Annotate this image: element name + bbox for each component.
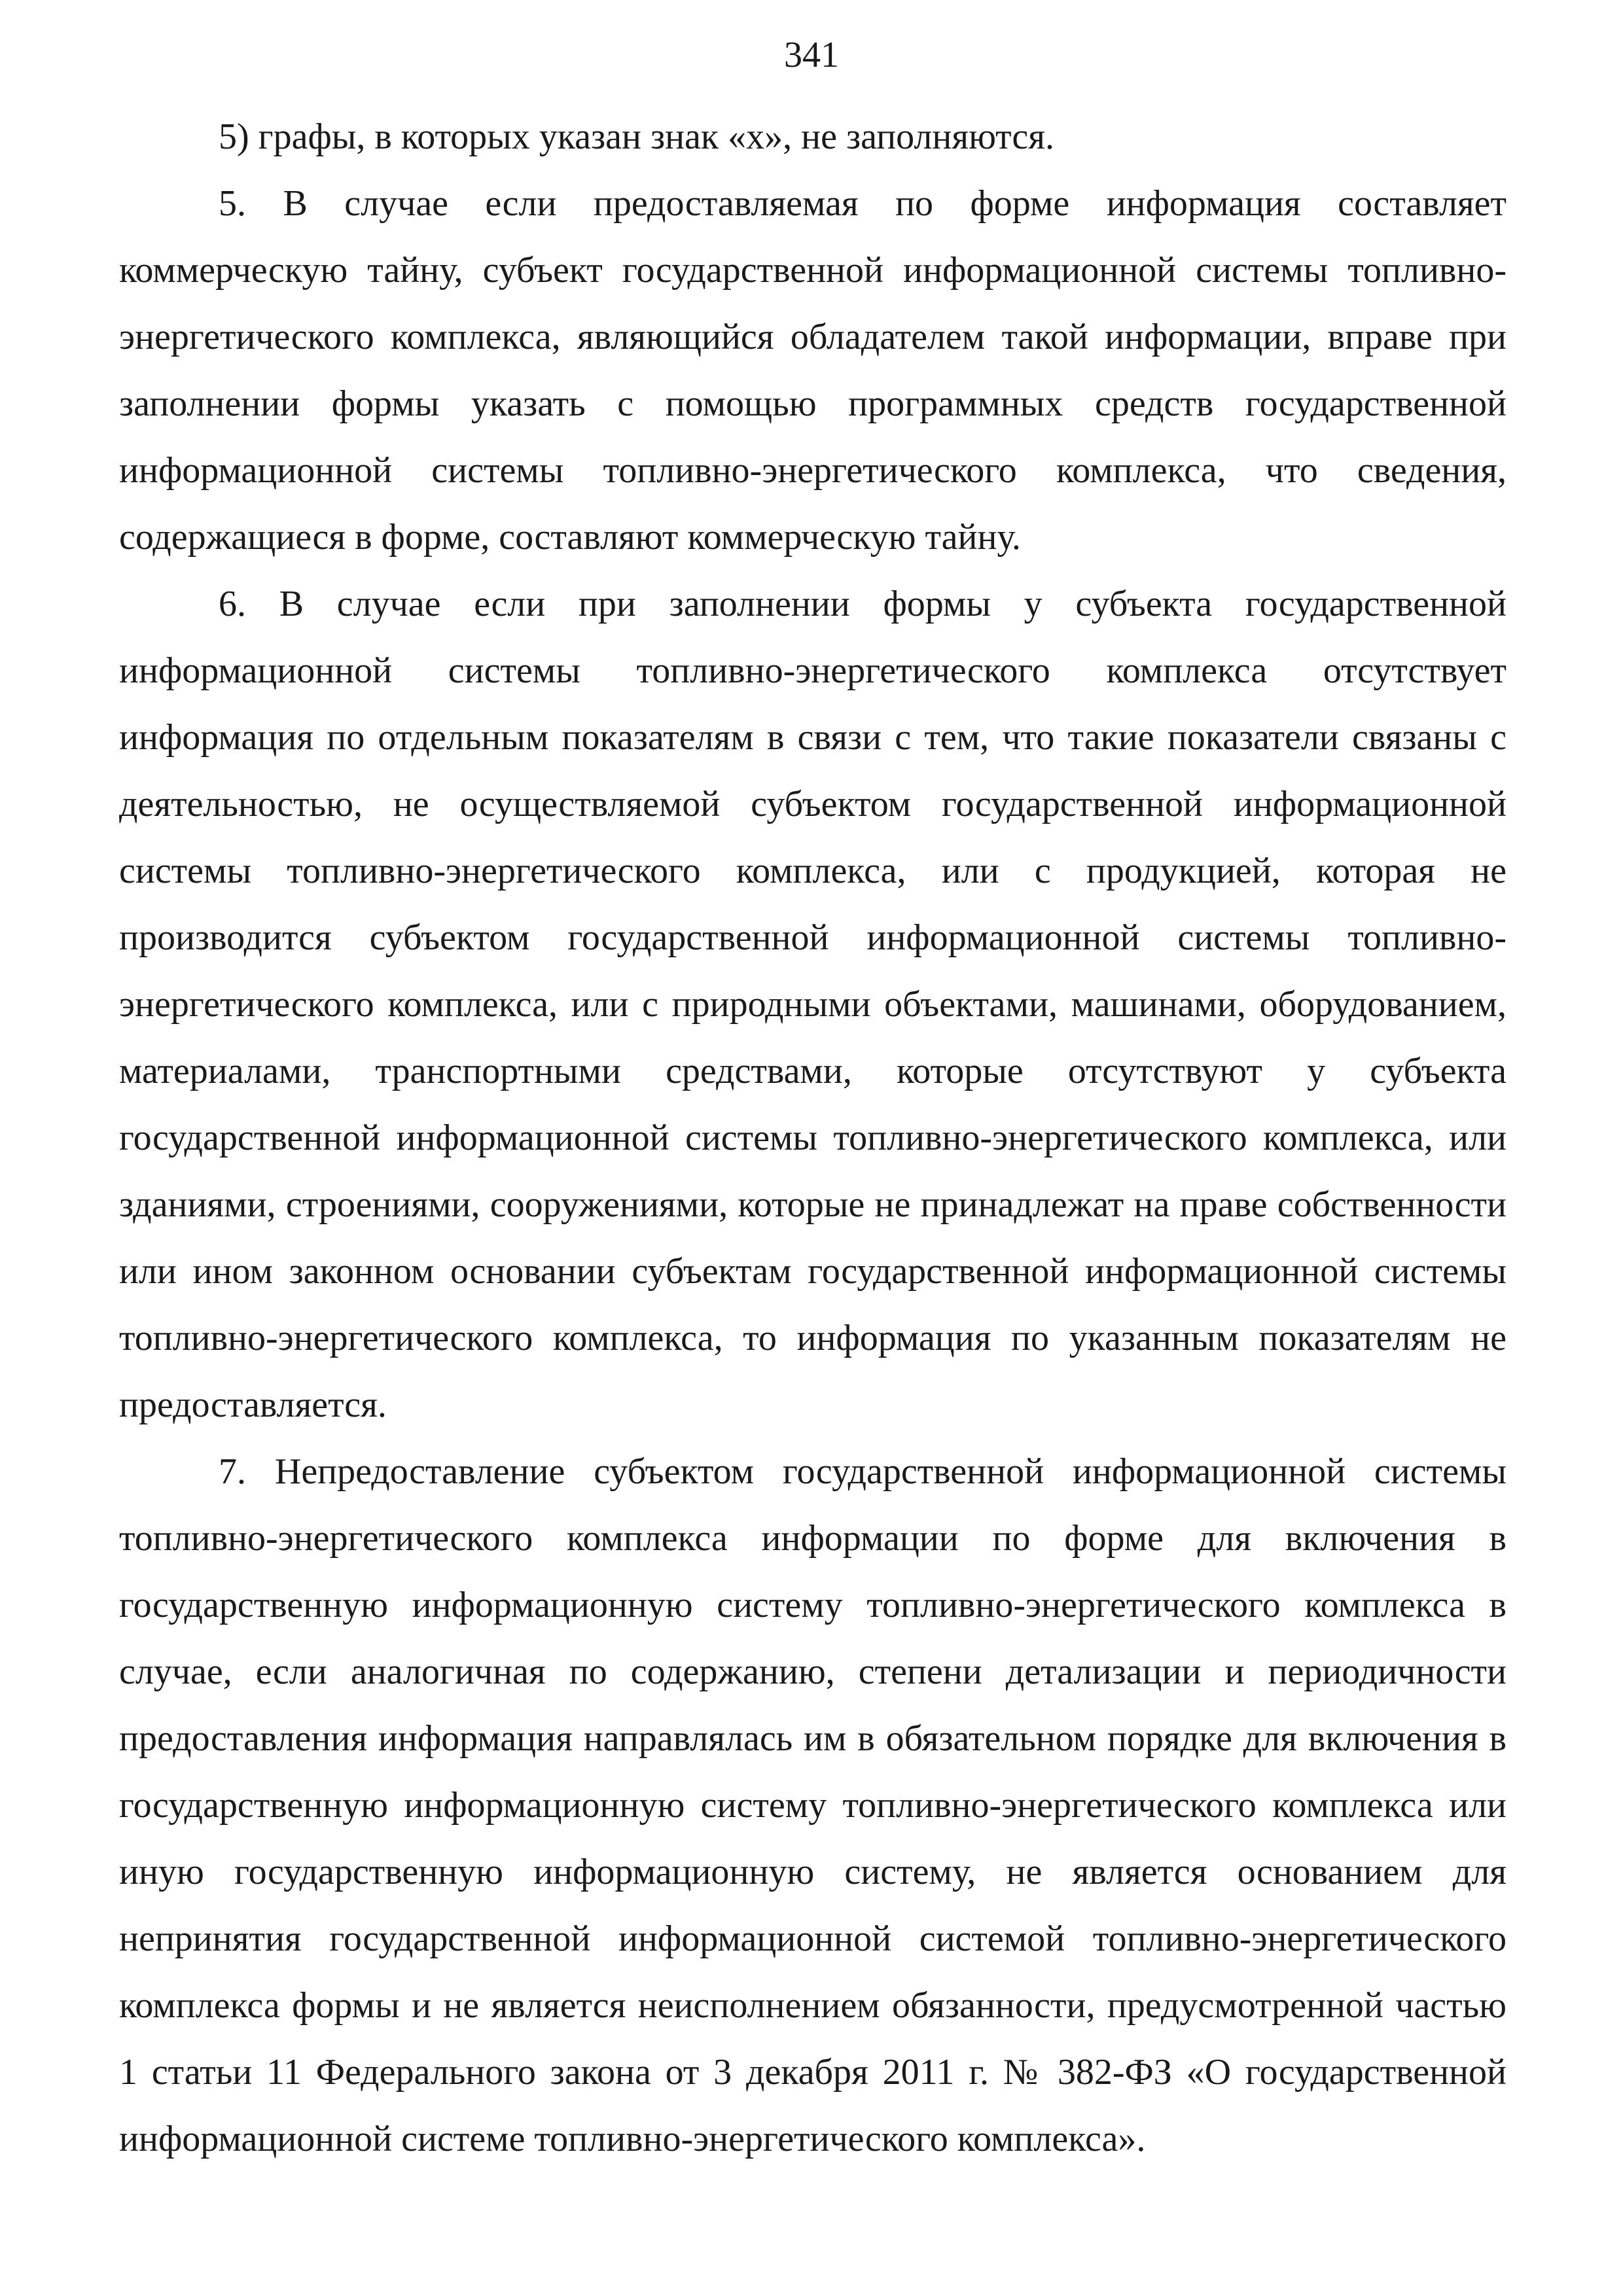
paragraph-clause-6: 6. В случае если при заполнении формы у субъекта государственной информационной системы топливно-энергетического комплекса отсутствует информация по отдельным показателям в связи с тем, что такие показатели связаны с деятельностью, не осуществляемой субъектом государственной информационной системы топливно-энергетического комплекса, или с продукцией, которая не производится субъектом государственной информационной системы топливно-энергетического комплекса, или с природными объектами, машинами, оборудованием, материалами, транспортными средствами, которые отсутствуют у субъекта государственной информационной системы топливно-энергетического комплекса, или зданиями, строениями, сооружениями, которые не принадлежат на праве собственности или ином законном основании субъектам государственной информационной системы топливно-энергетического комплекса, то информация по указанным показателям не предоставляется.	[119, 584, 1507, 1425]
paragraph-subitem-5: 5) графы, в которых указан знак «х», не заполняются.	[219, 116, 1054, 157]
document-body	[119, 103, 1507, 2172]
paragraph-clause-5: 5. В случае если предоставляемая по форме информация составляет коммерческую тайну, субъект государственной информационной системы топливно-энергетического комплекса, являющийся обладателем такой информации, вправе при заполнении формы указать с помощью программных средств государственной информационной системы топливно-энергетического комплекса, что сведения, содержащиеся в форме, составляют коммерческую тайну.	[119, 183, 1507, 557]
page-number: 341	[784, 35, 839, 75]
paragraph-clause-7: 7. Непредоставление субъектом государственной информационной системы топливно-энергетического комплекса информации по форме для включения в государственную информационную систему топливно-энергетического комплекса в случае, если аналогичная по содержанию, степени детализации и периодичности предоставления информация направлялась им в обязательном порядке для включения в государственную информационную систему топливно-энергетического комплекса или иную государственную информационную систему, не является основанием для непринятия государственной информационной системой топливно-энергетического комплекса формы и не является неисполнением обязанности, предусмотренной частью 1 статьи 11 Федерального закона от 3 декабря 2011 г. № 382-ФЗ «О государственной информационной системе топливно-энергетического комплекса».	[119, 1451, 1507, 2159]
